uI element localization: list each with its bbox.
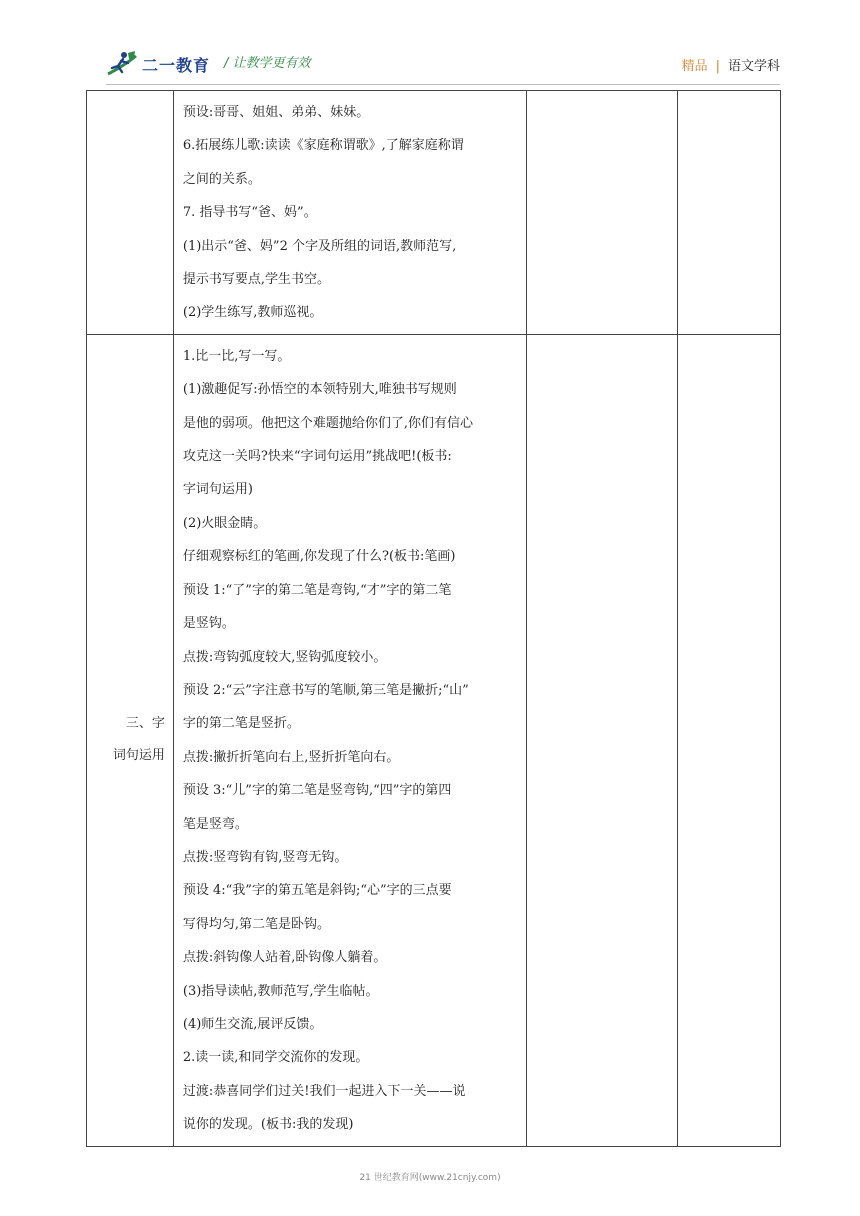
brand-label: 精品 [681,59,708,74]
text-line: 过渡:恭喜同学们过关!我们一起进入下一关——说 [182,1083,466,1099]
text-line: 7. 指导书写“爸、妈”。 [182,205,317,221]
text-line: 预设 4:“我”字的第五笔是斜钩;“心”字的三点要 [182,883,452,899]
section-cell [87,91,174,335]
text-line: (2)学生练写,教师巡视。 [182,305,323,321]
content-lines [174,335,527,1146]
text-line: (1)出示“爸、妈”2 个字及所组的词语,教师范写, [182,238,457,254]
text-line: 点拨:弯钩弧度较大,竖钩弧度较小。 [182,649,387,665]
content-cell [173,334,527,1146]
empty-cell [527,334,678,1146]
logo-text: 二一教育 [142,56,211,75]
text-line: 攻克这一关吗?快来“字词句运用”挑战吧!(板书: [182,449,452,465]
table-row [87,334,781,1146]
text-line: 笔是竖弯。 [182,816,248,832]
running-figure-icon [106,50,138,78]
text-line: 是他的弱项。他把这个难题抛给你们了,你们有信心 [182,415,474,431]
text-line: 2.读一读,和同学交流你的发现。 [182,1050,369,1066]
text-line: (4)师生交流,展评反馈。 [182,1016,323,1032]
text-line: 提示书写要点,学生书空。 [182,272,331,288]
page-header [106,46,780,82]
text-line: 仔细观察标红的笔画,你发现了什么?(板书:笔画) [182,549,456,565]
text-line: 是竖钩。 [182,616,235,632]
table-row [87,91,781,335]
slogan: / 让教学更有效 [224,56,311,71]
text-line: 写得均匀,第二笔是卧钩。 [182,916,331,932]
subject-label: 语文学科 [727,59,780,74]
section-title-line1: 三、字 [125,716,165,732]
empty-cell [677,334,780,1146]
header-right [682,55,780,74]
text-line: 预设 1:“了”字的第二笔是弯钩,“才”字的第二笔 [182,582,452,598]
text-line: 说你的发现。(板书:我的发现) [182,1117,354,1133]
text-line: 1.比一比,写一写。 [182,348,291,364]
empty-cell [677,91,780,335]
text-line: 之间的关系。 [182,171,261,187]
text-line: 点拨:斜钩像人站着,卧钩像人躺着。 [182,950,387,966]
content-lines [174,91,527,334]
section-cell [87,334,174,1146]
text-line: 点拨:撇折折笔向右上,竖折折笔向右。 [182,749,400,765]
text-line: 预设 3:“儿”字的第二笔是竖弯钩,“四”字的第四 [182,783,452,799]
text-line: 字词句运用) [182,482,253,498]
lesson-table [86,90,781,1147]
header-separator: | [715,59,720,74]
text-line: (1)激趣促写:孙悟空的本领特别大,唯独书写规则 [182,382,457,398]
section-title-line2: 词句运用 [112,748,165,764]
text-line: 字的第二笔是竖折。 [182,716,300,732]
text-line: (2)火眼金睛。 [182,515,267,531]
page-footer: 21 世纪教育网(www.21cnjy.com) [359,1173,501,1183]
content-cell [173,91,527,335]
text-line: 6.拓展练儿歌:读读《家庭称谓歌》,了解家庭称谓 [182,138,464,154]
text-line: 预设:哥哥、姐姐、弟弟、妹妹。 [182,105,370,120]
text-line: 预设 2:“云”字注意书写的笔顺,第三笔是撇折;“山” [182,682,469,698]
empty-cell [527,91,678,335]
text-line: (3)指导读帖,教师范写,学生临帖。 [182,983,379,999]
text-line: 点拨:竖弯钩有钩,竖弯无钩。 [182,849,348,865]
header-divider [106,84,780,85]
